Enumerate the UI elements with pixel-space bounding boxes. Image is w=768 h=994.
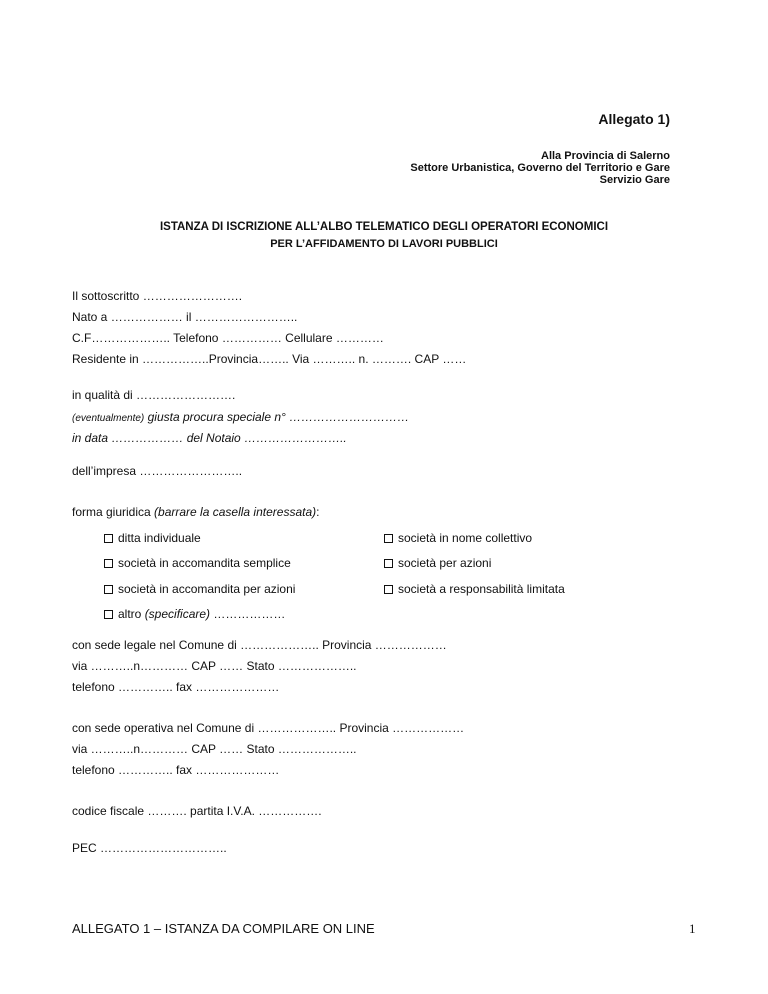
option-spa[interactable] [384, 556, 491, 570]
legal-seat-address: via ………..n………… CAP …… Stato ……………….. [72, 659, 357, 673]
document-title: ISTANZA DI ISCRIZIONE ALL’ALBO TELEMATICO DEGLI OPERATORI ECONOMICI [159, 221, 609, 233]
checkbox-icon[interactable] [104, 559, 113, 568]
option-label: società a responsabilità limitata [398, 582, 565, 596]
option-label: ditta individuale [118, 531, 201, 545]
option-label: altro [118, 607, 142, 621]
page-number: 1 [689, 921, 696, 936]
pec-line: PEC ………………………….. [72, 841, 227, 855]
company-line: dell’impresa …………………….. [72, 464, 243, 478]
option-label: società in nome collettivo [398, 531, 533, 545]
option-label: società per azioni [398, 556, 492, 570]
legal-form-hint: (barrare la casella interessata) [154, 505, 317, 519]
legal-form-label: forma giuridica [72, 505, 151, 519]
tax-vat-line: codice fiscale ………. partita I.V.A. ……………. [72, 804, 322, 818]
residence-line: Residente in ……………..Provincia…….. Via ……….. n. ………. CAP …… [72, 352, 467, 366]
legal-seat-line: con sede legale nel Comune di ……………….. Provincia ……………… [72, 638, 447, 652]
option-sas[interactable] [104, 556, 291, 570]
tax-phone-line: C.F……………….. Telefono …………… Cellulare ………… [72, 331, 384, 345]
operational-seat-phone: telefono ………….. fax ………………… [72, 763, 280, 777]
document-subtitle: PER L’AFFIDAMENTO DI LAVORI PUBBLICI [270, 238, 498, 250]
optional-label: (eventualmente) [72, 413, 145, 424]
notary-line [72, 431, 347, 445]
legal-seat-phone: telefono ………….. fax ………………… [72, 680, 280, 694]
checkbox-icon[interactable] [384, 534, 393, 543]
procura-text: giusta procura speciale n° ………………………… [147, 410, 410, 424]
procura-line [72, 410, 409, 426]
option-hint: (specificare) [144, 607, 211, 621]
recipient-line: Servizio Gare [599, 174, 670, 186]
attachment-label: Allegato 1) [598, 111, 670, 127]
option-snc[interactable] [384, 531, 532, 545]
checkbox-icon[interactable] [384, 559, 393, 568]
operational-seat-line: con sede operativa nel Comune di ……………….. Provincia ……………… [72, 721, 465, 735]
option-srl[interactable] [384, 582, 565, 596]
option-label: società in accomandita per azioni [118, 582, 296, 596]
operational-seat-address: via ………..n………… CAP …… Stato ……………….. [72, 742, 357, 756]
colon: : [316, 505, 320, 519]
legal-form-line [72, 505, 319, 519]
birth-line: Nato a ……………… il …………………….. [72, 310, 298, 324]
role-line: in qualità di ……………………. [72, 388, 236, 402]
applicant-name-line: Il sottoscritto ……………………. [72, 289, 243, 303]
option-label: società in accomandita semplice [118, 556, 291, 570]
recipient-line: Alla Provincia di Salerno [541, 150, 670, 162]
notary-text: in data ……………… del Notaio …………………….. [72, 431, 347, 445]
recipient-line: Settore Urbanistica, Governo del Territorio e Gare [410, 162, 670, 174]
option-ditta-individuale[interactable] [104, 531, 201, 545]
checkbox-icon[interactable] [384, 585, 393, 594]
option-dots: ……………… [213, 607, 286, 621]
footer-label: ALLEGATO 1 – ISTANZA DA COMPILARE ON LINE [72, 921, 375, 936]
checkbox-icon[interactable] [104, 585, 113, 594]
checkbox-icon[interactable] [104, 610, 113, 619]
option-sapa[interactable] [104, 582, 295, 596]
checkbox-icon[interactable] [104, 534, 113, 543]
option-altro[interactable] [104, 607, 285, 621]
